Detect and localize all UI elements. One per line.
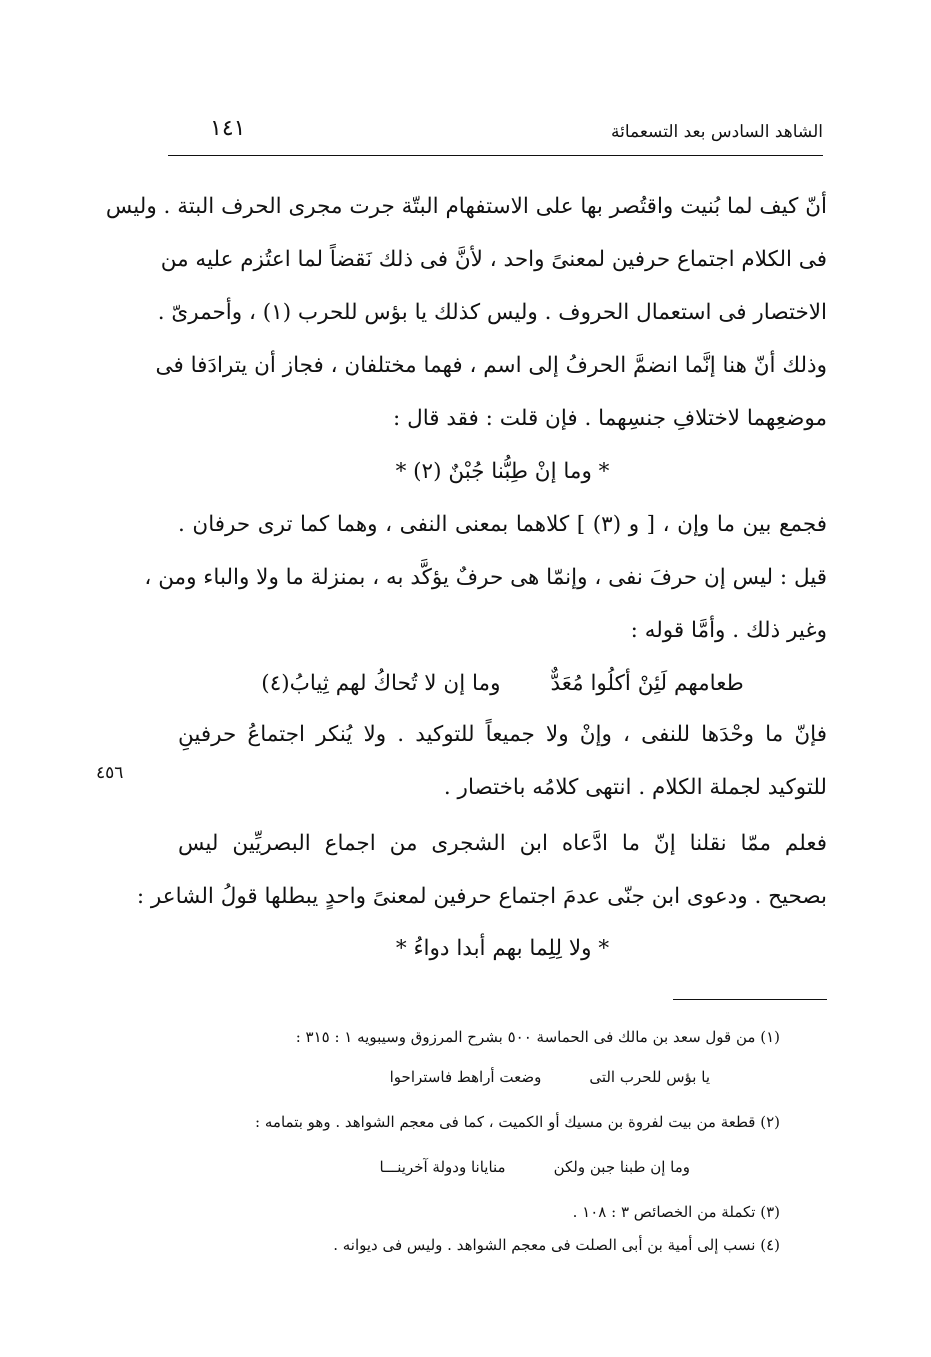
text-line: الاختصار فى استعمال الحروف . وليس كذلك يا بؤس للحرب (١) ، وأحمرىّ . — [157, 300, 827, 325]
footnote-rule — [673, 999, 827, 1000]
text-line: فجمع بين ما وإن ، [ و (٣) ] كلاهما بمعنى النفى ، وهما كما ترى حرفان . — [178, 512, 827, 537]
verse-fragment: * وما إنْ طِبُّنا جُبْنٌ (٢) * — [395, 459, 610, 484]
verse-right-hemistich: يا بؤس للحرب التى — [589, 1068, 710, 1086]
margin-page-number: ٤٥٦ — [96, 763, 124, 783]
verse-left-hemistich: وضعت أراهط فاستراحوا — [389, 1068, 542, 1086]
footnote-2: (٢) قطعة من بيت لفروة بن مسيك أو الكميت ، كما فى معجم الشواهد . وهو بتمامه : — [255, 1113, 780, 1131]
text-line: للتوكيد لجملة الكلام . انتهى كلامُه باختصار . — [443, 775, 827, 800]
verse-left-hemistich: وما إن لا تُحاكُ لهم ثِيابُ(٤) — [261, 671, 501, 696]
text-line: فإنّ ما وحْدَها للنفى ، وإنْ ولا جميعاً للتوكيد . ولا يُنكر اجتماعُ حرفينِ — [178, 722, 827, 747]
verse-couplet — [178, 671, 827, 696]
running-title: الشاهد السادس بعد التسعمائة — [610, 122, 823, 142]
text-line: وذلك أنّ هنا إنَّما انضمَّ الحرفُ إلى اسم ، فهما مختلفان ، فجاز أن يترادَفا فى — [155, 353, 827, 378]
text-line: أنّ كيف لما بُنيت واقتُصر بها على الاستفهام البتّة جرت مجرى الحرف البتة . وليس — [105, 194, 827, 219]
page-number: ١٤١ — [210, 116, 246, 141]
verse-left-hemistich: منايانا ودولة آخرينـــا — [379, 1158, 506, 1176]
text-line: قيل : ليس إن حرفَ نفى ، وإنمّا هى حرفٌ يؤكَّد به ، بمنزلة ما ولا والباء ومن ، — [144, 565, 827, 590]
text-line: فى الكلام اجتماع حرفين لمعنىً واحد ، لأنَّ فى ذلك نَقضاً لما اعتُزم عليه من — [160, 247, 827, 272]
text-line: موضعِهما لاختلافِ جنسِهما . فإن قلت : فقد قال : — [393, 406, 827, 431]
page-header — [168, 112, 823, 156]
text-line: فعلم ممّا نقلنا إنّ ما ادَّعاه ابن الشجرى من اجماع البصريِّين ليس — [178, 831, 827, 856]
footnote-2-verse — [379, 1158, 690, 1176]
text-line: بصحيح . ودعوى ابن جنّى عدمَ اجتماع حرفين لمعنىً واحدٍ يبطلها قولُ الشاعر : — [136, 884, 827, 909]
verse-right-hemistich: وما إن طبنا جبن ولكن — [553, 1158, 690, 1176]
header-rule — [168, 155, 823, 156]
footnote-3: (٣) تكملة من الخصائص ٣ : ١٠٨ . — [572, 1203, 780, 1221]
footnote-1: (١) من قول سعد بن مالك فى الحماسة ٥٠٠ بشرح المرزوق وسيبويه ١ : ٣١٥ : — [295, 1028, 780, 1046]
verse-fragment: * ولا لِلِما بهم أبدا دواءُ * — [395, 936, 610, 961]
verse-right-hemistich: طعامهم لَئِنْ أكلُوا مُعَدٌّ — [550, 671, 744, 696]
footnote-4: (٤) نسب إلى أمية بن أبى الصلت فى معجم الشواهد . وليس فى ديوانه . — [333, 1236, 780, 1254]
footnote-1-verse — [390, 1068, 710, 1086]
text-line: وغير ذلك . وأمَّا قوله : — [630, 618, 827, 643]
